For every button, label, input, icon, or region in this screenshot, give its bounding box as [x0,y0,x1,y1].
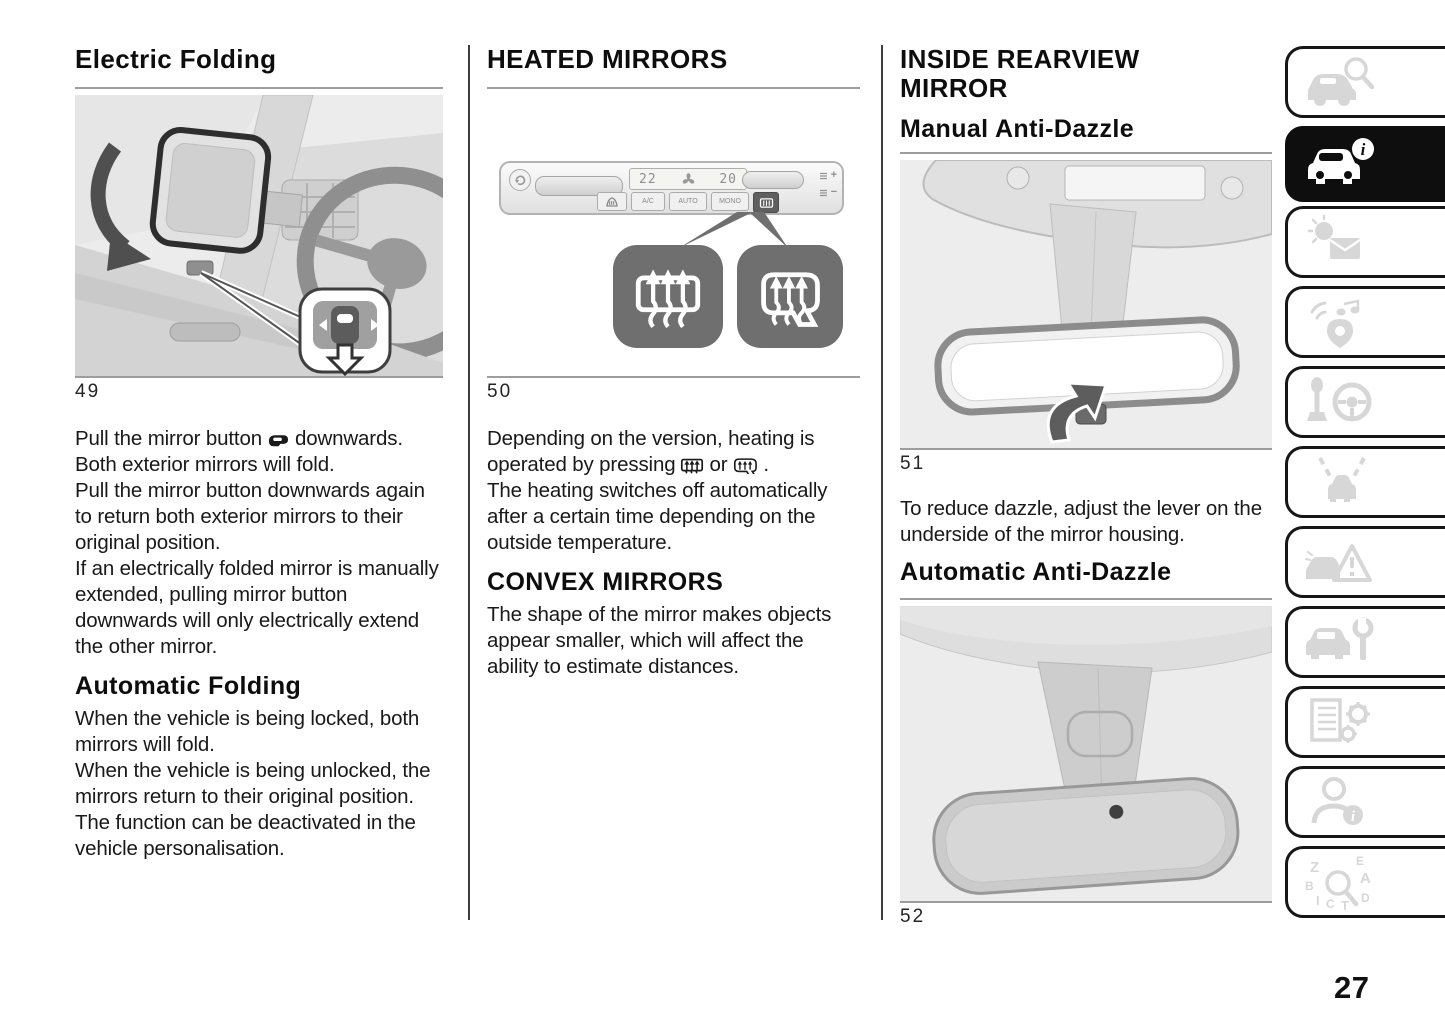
figure-49-electric-folding-illustration [75,95,443,376]
column-inside-rearview-mirror [900,45,1272,928]
paragraph: If an electrically folded mirror is manually extended, pulling mirror button downwards will only electrically extend the other mirror. [75,557,439,659]
auto-dimming-mirror-illustration [900,606,1272,901]
svg-text:A: A [1360,870,1371,887]
paragraph: When the vehicle is being unlocked, the mirrors return to their original position. [75,759,431,809]
car-search-icon [1300,54,1384,110]
section-heading-automatic-anti-dazzle: Automatic Anti-Dazzle [900,558,1172,587]
heated-mirror-icon [753,263,827,331]
column-heated-mirrors [487,45,860,680]
sidebar-tab-multimedia-navigation[interactable] [1285,286,1445,358]
heading-rule [487,87,860,89]
ac-button: A/C [631,192,665,211]
svg-text:B: B [1305,879,1314,893]
minus-control: − [830,186,837,199]
sidebar-tab-servicing-and-care[interactable] [1285,606,1445,678]
rearview-mirror-illustration [900,160,1272,448]
figure-rule [900,901,1272,903]
paragraph: Pull the mirror button downwards again to return both exterior mirrors to their original position. [75,479,425,555]
car-info-icon [1300,136,1384,192]
heated-mirrors-tile [737,245,843,348]
paragraph: The shape of the mirror makes objects appear smaller, which will affect the ability to estimate distances. [487,603,832,679]
figure-50-heated-mirrors-illustration [487,95,860,376]
figure-rule [75,376,443,378]
sidebar-tab-starting-and-driving[interactable] [1285,366,1445,438]
section-heading-convex-mirrors: CONVEX MIRRORS [487,568,724,597]
paragraph: The function can be deactivated in the vehicle personalisation. [75,811,416,861]
navigation-media-icon [1300,294,1384,350]
svg-text:I: I [1316,893,1320,908]
door-mirror-switch [187,261,213,275]
column-electric-folding [75,45,443,862]
sidebar-tab-knowing-your-vehicle[interactable] [1285,46,1445,118]
section-heading-electric-folding: Electric Folding [75,44,277,74]
door-mirror-illustration [75,95,443,376]
figure-rule [487,376,860,378]
figure-51-manual-anti-dazzle-illustration [900,160,1272,448]
auto-dimming-mirror [931,776,1241,897]
plus-control: + [830,169,837,182]
mirror-switch-callout [300,289,390,374]
heated-rear-window-icon [680,457,704,474]
column-divider [468,45,470,920]
mono-button: MONO [711,192,749,211]
figure-caption: 50 [487,381,513,403]
specifications-gears-icon [1300,694,1384,750]
paragraph: When the vehicle is being locked, both mirrors will fold. [75,707,420,757]
page-number: 27 [1334,970,1370,1005]
temp-right: 20 [719,171,737,187]
svg-text:E: E [1356,854,1365,868]
svg-text:Z: Z [1310,859,1320,876]
section-heading-manual-anti-dazzle: Manual Anti-Dazzle [900,115,1135,144]
heading-rule [900,598,1272,600]
sidebar-tab-getting-to-know-your-vehicle[interactable] [1285,126,1445,202]
gearstick-steering-icon [1300,374,1384,430]
figure-rule [900,448,1272,450]
figure-52-automatic-anti-dazzle-illustration [900,606,1272,901]
lane-assist-icon [1300,454,1384,510]
mirror-button-icon [267,433,290,447]
sidebar-tab-in-an-emergency[interactable] [1285,526,1445,598]
heading-rule [900,152,1272,154]
emergency-triangle-icon [1300,534,1384,590]
figure-caption: 52 [900,906,926,928]
heading-rule [75,87,443,89]
sidebar-tab-owner-information[interactable] [1285,766,1445,838]
car-wrench-icon [1300,614,1384,670]
section-heading-inside-rearview-mirror: INSIDE REARVIEW MIRROR [900,44,1140,104]
person-info-icon [1300,774,1384,830]
heated-rear-window-tile [613,245,723,348]
svg-text:i: i [1350,809,1356,825]
paragraph: The heating switches off automatically after a certain time depending on the outside temperature. [487,479,828,555]
sidebar-tab-alphabetical-index[interactable] [1285,846,1445,918]
svg-text:D: D [1361,891,1370,905]
figure-caption: 51 [900,453,926,475]
svg-text:C: C [1326,897,1335,911]
heated-mirror-icon [732,457,758,474]
sidebar-tab-technical-data[interactable] [1285,686,1445,758]
auto-button: AUTO [669,192,707,211]
section-heading-automatic-folding: Automatic Folding [75,672,302,701]
paragraph: To reduce dazzle, adjust the lever on the underside of the mirror housing. [900,497,1262,547]
alphabetical-index-icon [1300,852,1384,912]
warning-light-message-icon [1300,214,1384,270]
sidebar-tab-warning-lights-and-messages[interactable] [1285,206,1445,278]
svg-text:i: i [1360,140,1366,159]
temp-left: 22 [639,171,657,187]
paragraph: Depending on the version, heating is operated by pressing or . [487,427,815,477]
svg-text:T: T [1341,898,1349,912]
heated-rear-window-icon [630,263,706,331]
section-heading-heated-mirrors: HEATED MIRRORS [487,44,728,74]
figure-caption: 49 [75,381,101,403]
paragraph: Pull the mirror button downwards. Both exterior mirrors will fold. [75,427,403,477]
sidebar-tab-driver-assistance[interactable] [1285,446,1445,518]
column-divider [881,45,883,920]
